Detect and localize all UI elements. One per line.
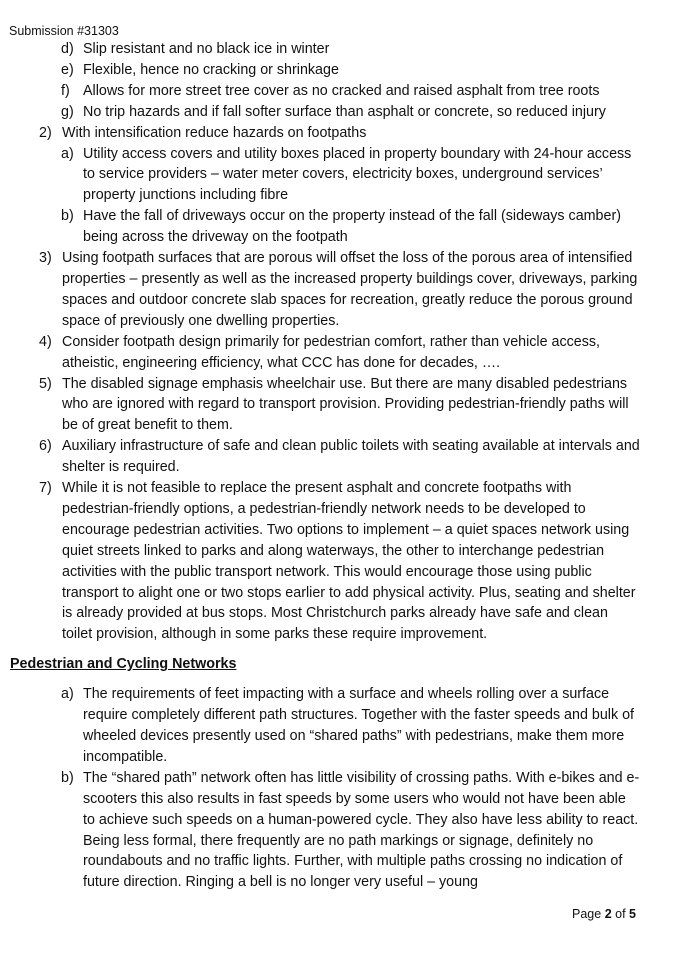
page-current: 2: [604, 907, 612, 921]
list-item-label: g): [61, 103, 74, 120]
submission-id: Submission #31303: [9, 24, 119, 38]
list-item: [10, 436, 640, 478]
list-item-text: Slip resistant and no black ice in winter: [83, 41, 330, 57]
list-item-label: 2): [39, 124, 52, 141]
of-word: of: [615, 907, 626, 921]
list-item-label: a): [61, 145, 74, 162]
page-word: Page: [572, 907, 602, 921]
page-total: 5: [629, 907, 636, 921]
page-number: [572, 907, 636, 921]
list-item: [10, 206, 640, 248]
list-item-label: b): [61, 208, 74, 225]
list-item-text: The requirements of feet impacting with a surface and wheels rolling over a surface require completely different path structures. Together with the faster speeds and bulk of wheeled devices presently used on “shared paths” with pedestrians, make them more incompatible.: [83, 686, 635, 765]
list-item-text: Auxiliary infrastructure of safe and clean public toilets with seating available at intervals and shelter is required.: [62, 438, 640, 476]
list-item: [10, 374, 640, 437]
list-item: [10, 123, 640, 144]
list-item-text: No trip hazards and if fall softer surface than asphalt or concrete, so reduced injury: [83, 103, 606, 120]
list-item-text: While it is not feasible to replace the present asphalt and concrete footpaths with pedestrian-friendly options, a pedestrian-friendly network needs to be developed to encourage pedestrian activities. Two options to implement – a quiet spaces network using quiet streets linked to parks and along waterways, the other to interchange pedestrian activities with the public transport network. This would encourage those using public transport to alight one or two stops earlier to add physical activity. Plus, seating and shelter is already provided at bus stops. Most Christchurch parks already have safe and clean toilet provision, although in some parks these require improvement.: [62, 480, 636, 643]
list-item: [10, 60, 640, 81]
list-item: [10, 248, 640, 332]
list-item-text: The “shared path” network often has little visibility of crossing paths. With e-bikes and e-scooters this also results in fast speeds by some users who would not have been able to achieve such speeds on a human-powered cycle. They also have less ability to react. Being less formal, there frequently are no path markings or signage, definitely no roundabouts and no traffic lights. Further, with multiple paths crossing no indication of future direction. Ringing a bell is no longer very useful – young: [83, 769, 640, 891]
list-item-text: With intensification reduce hazards on footpaths: [62, 124, 367, 141]
list-item-text: Using footpath surfaces that are porous will offset the loss of the porous area of intensified properties – presently as well as the increased property buildings cover, driveways, parking spaces and outdoor concrete slab spaces for recreation, greatly reduce the porous ground space of previously one dwelling properties.: [62, 250, 638, 329]
section-heading: Pedestrian and Cycling Networks: [10, 656, 237, 673]
section-list: [10, 684, 640, 893]
list-item-label: d): [61, 41, 74, 57]
list-item-text: Allows for more street tree cover as no cracked and raised asphalt from tree roots: [83, 82, 600, 99]
list-item-label: 3): [39, 250, 52, 267]
list-item-text: The disabled signage emphasis wheelchair use. But there are many disabled pedestrians who are ignored with regard to transport provision. Providing pedestrian-friendly paths will be of great benefit to them.: [62, 375, 629, 434]
list-item: [10, 102, 640, 123]
list-item: [10, 81, 640, 102]
list-item-label: f): [61, 82, 70, 99]
numbered-list: [10, 39, 640, 645]
list-item: [10, 478, 640, 645]
list-item-label: 5): [39, 375, 52, 392]
list-item: [10, 332, 640, 374]
list-item-text: Utility access covers and utility boxes placed in property boundary with 24-hour access to service providers – water meter covers, electricity boxes, underground services’ property junctions including fibre: [83, 145, 632, 204]
document-body: [10, 39, 640, 893]
list-item-text: Consider footpath design primarily for pedestrian comfort, rather than vehicle access, atheistic, engineering efficiency, what CCC has done for decades, ….: [62, 333, 600, 371]
list-item-label: b): [61, 769, 74, 786]
list-item-label: 7): [39, 480, 52, 497]
list-item-text: Have the fall of driveways occur on the property instead of the fall (sideways camber) being across the driveway on the footpath: [83, 208, 621, 246]
list-item: [10, 39, 640, 60]
list-item-label: 4): [39, 333, 52, 350]
list-item-text: Flexible, hence no cracking or shrinkage: [83, 61, 339, 78]
list-item-label: 6): [39, 438, 52, 455]
list-item: [10, 768, 640, 893]
list-item-label: e): [61, 61, 74, 78]
list-item: [10, 684, 640, 768]
list-item: [10, 144, 640, 207]
list-item-label: a): [61, 686, 74, 703]
